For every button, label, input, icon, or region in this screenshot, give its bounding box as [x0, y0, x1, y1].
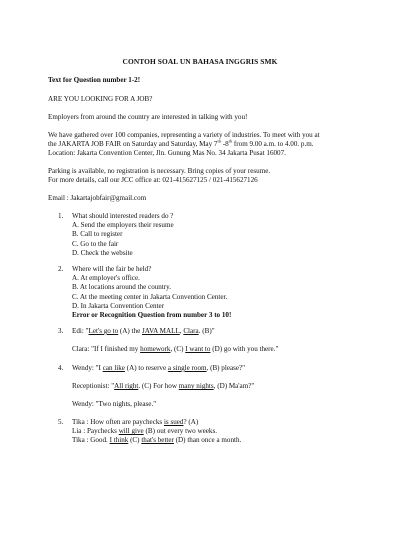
email-line: Email : Jakartajobfair@gmail.com: [48, 194, 147, 202]
underlined-segment: can like: [102, 364, 125, 372]
question-3-number: 3.: [58, 327, 64, 335]
underlined-segment: many nights: [178, 382, 214, 391]
question-5-line-2: [72, 427, 358, 436]
ad-body-line-2-b: -8: [220, 140, 229, 149]
question-1-option: B. Call to register: [72, 230, 123, 239]
question-4-end: Wendy: "Two nights, please.": [72, 400, 157, 409]
parking-info: [48, 167, 358, 185]
text-run: . (B)": [198, 327, 215, 335]
question-3-reply: [72, 345, 358, 354]
question-3: [58, 327, 358, 354]
parking-line-1: Parking is available, no registration is necessary. Bring copies of your resume.: [48, 167, 271, 175]
question-1-option: C. Go to the fair: [72, 239, 119, 248]
question-1-number: 1.: [58, 212, 64, 220]
question-1-option: D. Check the website: [72, 248, 133, 257]
question-2-option: C. At the meeting center in Jakarta Convention Center.: [72, 292, 228, 301]
text-run: ,: [179, 327, 184, 335]
section-note: Error or Recognition Question from number 3 to 10!: [72, 311, 232, 320]
ad-body-line-2-c: from 9.00 a.m. to 4.00. p.m.: [232, 140, 314, 149]
underlined-segment: All right: [114, 382, 139, 391]
underlined-segment: I think: [109, 436, 129, 445]
underlined-segment: that's better: [141, 436, 174, 445]
text-run: Wendy: "I: [72, 364, 103, 372]
text-run: Receptionist: ": [72, 382, 115, 391]
ad-body-line-1: We have gathered over 100 companies, representing a variety of industries. To meet with you at: [48, 131, 320, 139]
underlined-segment: a single room: [167, 364, 207, 372]
question-2-option: A. At employer's office.: [72, 274, 140, 283]
question-3-line: [72, 327, 358, 336]
text-run: . (C) For how: [138, 382, 179, 391]
question-2-option: B. At locations around the country.: [72, 283, 172, 292]
underlined-segment: JAVA MALL: [142, 327, 180, 335]
ad-body-line-3: Location: Jakarta Convention Center, Jln. Gunung Mas No. 34 Jakarta Pusat 16007.: [48, 149, 286, 158]
underlined-segment: Clara: [183, 327, 199, 335]
question-5-line-1: [72, 418, 358, 427]
ad-body: [48, 131, 358, 159]
ad-subheading: Employers from around the country are interested in talking with you!: [48, 113, 248, 121]
underlined-segment: homework: [140, 345, 171, 354]
text-run: , (B) please?": [206, 364, 246, 372]
text-run: Edi: ": [72, 327, 89, 335]
underlined-segment: will give: [118, 427, 144, 436]
question-2: [58, 265, 358, 320]
text-run: (A) to reserve: [124, 364, 168, 372]
question-4: [58, 364, 358, 410]
text-run: Lia : Paychecks: [72, 427, 119, 436]
text-run: (A) the: [118, 327, 142, 335]
text-run: Tika : Good.: [72, 436, 110, 445]
text-run: , (D) Ma'am?": [213, 382, 255, 391]
question-5-number: 5.: [58, 418, 64, 426]
underlined-segment: Let's go to: [88, 327, 119, 335]
text-run: , (C): [170, 345, 186, 354]
ad-headline: ARE YOU LOOKING FOR A JOB?: [48, 95, 153, 103]
question-1-stem: What should interested readers do ?: [72, 212, 174, 220]
document-title: CONTOH SOAL UN BAHASA INGGRIS SMK: [122, 57, 278, 66]
ad-body-line-2-a: the JAKARTA JOB FAIR on Saturday and Saturday, May 7: [48, 140, 218, 149]
underlined-segment: is sued: [163, 418, 184, 426]
text-run: ? (A): [183, 418, 199, 426]
question-2-option: D. In Jakarta Convention Center: [72, 301, 164, 310]
ad-body-sup-2: th: [228, 138, 233, 144]
question-4-line: [72, 364, 358, 373]
question-5-line-3: [72, 436, 358, 445]
parking-line-2: For more details, call our JCC office at: 021-415627125 / 021-415627126: [48, 176, 258, 185]
question-4-number: 4.: [58, 364, 64, 372]
text-run: (C): [128, 436, 142, 445]
text-run: Clara: "If I finished my: [72, 345, 141, 354]
question-2-stem: Where will the fair be held?: [72, 265, 152, 273]
text-run: (D) than once a month.: [173, 436, 242, 445]
question-1: [58, 212, 358, 258]
text-run: (B) out every two weeks.: [143, 427, 218, 436]
underlined-segment: I want to: [185, 345, 211, 354]
text-run: (D) go with you there.": [210, 345, 279, 354]
intro-heading: Text for Question number 1-2!: [48, 76, 141, 84]
question-4-reply: [72, 382, 358, 391]
question-1-option: A. Send the employers their resume: [72, 221, 174, 230]
question-2-number: 2.: [58, 265, 64, 273]
ad-body-line-2: [48, 140, 358, 149]
ad-body-sup-1: th: [217, 138, 221, 144]
question-5: [58, 418, 358, 446]
text-run: Tika : How often are paychecks: [72, 418, 164, 426]
